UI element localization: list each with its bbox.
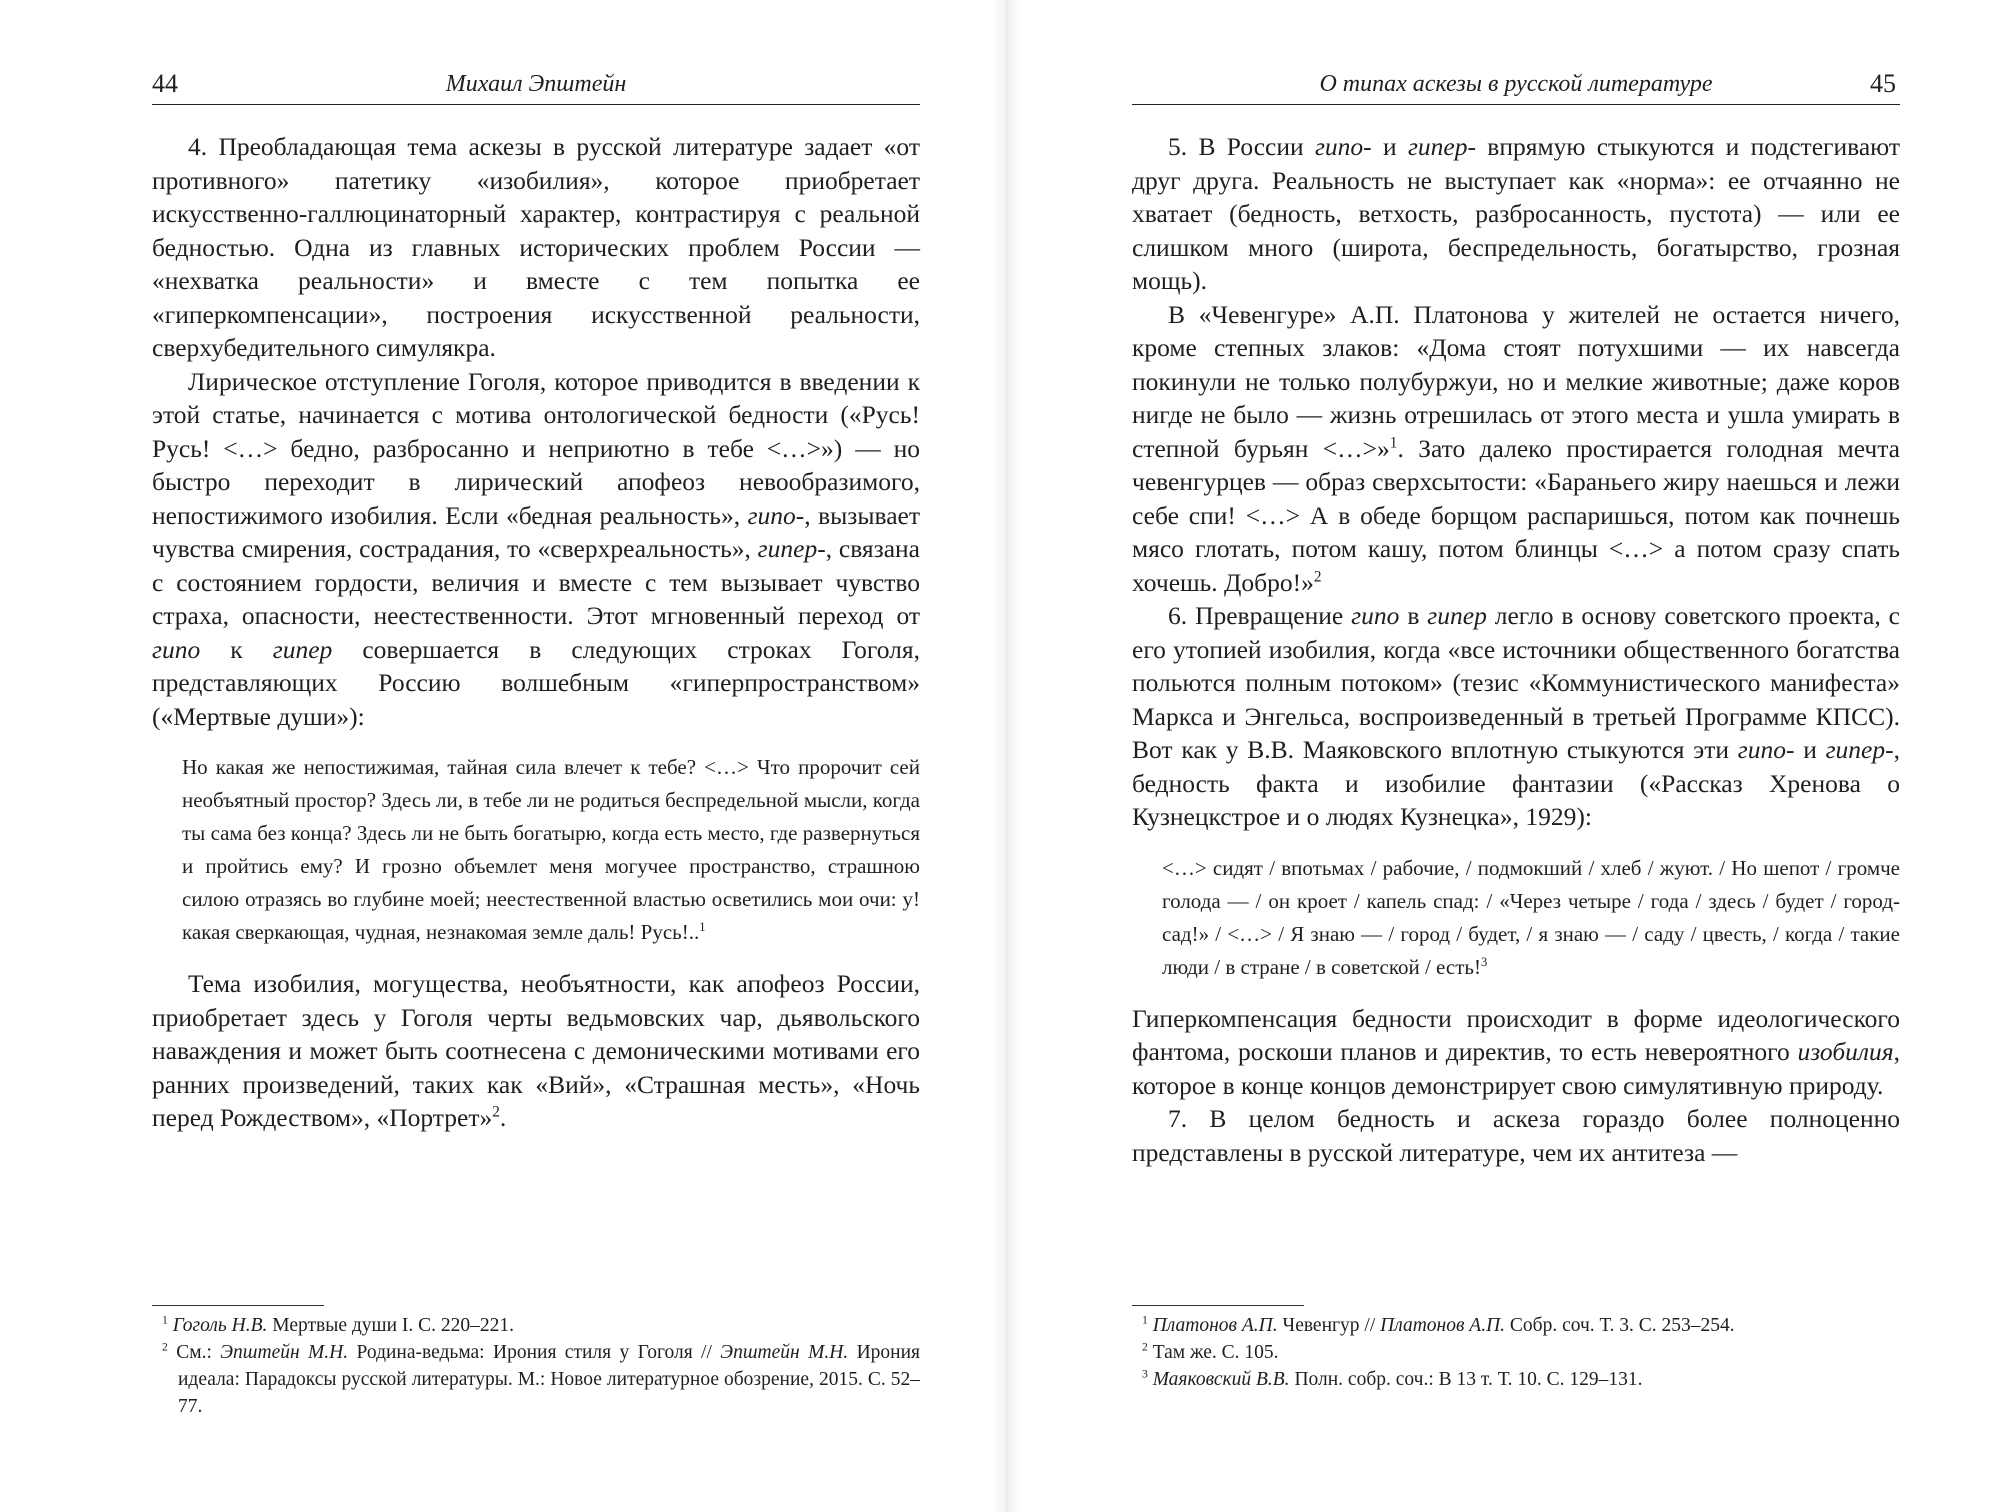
right-main-text — [1132, 130, 1900, 1169]
quote-text: <…> сидят / впотьмах / рабочие, / подмокший / хлеб / жуют. / Но шепот / громче голода — / он кроет / капель спад: / «Через четыре / года / здесь / будет / город-сад!» / <…> / Я знаю — / город / будет, / я знаю — / саду / цвесть, / когда / такие люди / в стране / в советской / есть!$^3$ — [1162, 855, 1900, 979]
right-footnotes — [1132, 1305, 1900, 1393]
footnote: $^1$ Гоголь Н.В. Мертвые души I. С. 220–221. — [162, 1313, 515, 1336]
paragraph: 4. Преобладающая тема аскезы в русской литературе задает «от противного» патетику «изобилия», которое приобретает искусственно-галлюцинаторный характер, контрастируя с реальной бедностью. Одна из главных исторических проблем России — «нехватка реальности» и вместе с тем попытка ее «гиперкомпенсации», построения искусственной реальности, сверхубедительного симулякра. — [152, 132, 920, 362]
left-page-number: 44 — [152, 69, 178, 98]
block-quote-mayakovsky — [1162, 852, 1900, 984]
footnote-rule — [1132, 1305, 1304, 1306]
book-gutter — [994, 0, 1020, 1512]
footnote: $^2$ Там же. С. 105. — [1142, 1340, 1279, 1363]
left-running-head — [152, 60, 920, 105]
footnote: $^3$ Маяковский В.В. Полн. собр. соч.: В 13 т. Т. 10. С. 129–131. — [1142, 1367, 1643, 1390]
footnote-rule — [152, 1305, 324, 1306]
paragraph: В «Чевенгуре» А.П. Платонова у жителей не остается ничего, кроме степных злаков: «Дома стоят потухшими — их навсегда покинули не только полубуржуи, но и мелкие животные; даже коров нигде не было — жизнь отрешилась от этого места и ушла умирать в степной бурьян <…>»$^1$. Зато далеко простирается голодная мечта чевенгурцев — образ сверхсытости: «Бараньего жиру наешься и лежи себе спи! <…> А в обеде борщом распаришься, потом как почнешь мясо глотать, потом кашу, потом блинцы <…> а потом сразу спать хочешь. Добро!»$^2$ — [1132, 299, 1900, 597]
right-running-title: О типах аскезы в русской литературе — [1319, 71, 1713, 97]
paragraph: Гиперкомпенсация бедности происходит в форме идеологического фантома, роскоши планов и директив, то есть невероятного изобилия, которое в конце концов демонстрирует свою симулятивную природу. — [1132, 1003, 1900, 1100]
paragraph: 7. В целом бедность и аскеза гораздо более полноценно представлены в русской литературе, чем их антитеза — — [1132, 1104, 1900, 1167]
left-running-title: Михаил Эпштейн — [445, 71, 627, 97]
paragraph: Лирическое отступление Гоголя, которое приводится в введении к этой статье, начинается с мотива онтологической бедности («Русь! Русь! <…> бедно, разбросанно и неприютно в тебе <…>») — но быстро переходит в лирический апофеоз невообразимого, непостижимого изобилия. Если «бедная реальность», гипо-, вызывает чувства смирения, сострадания, то «сверхреальность», гипер-, связана с состоянием гордости, величия и вместе с тем вызывает чувство страха, опасности, неестественности. Этот мгновенный переход от гипо к гипер совершается в следующих строках Гоголя, представляющих Россию волшебным «гиперпространством» («Мертвые души»): — [152, 366, 920, 731]
paragraph: Тема изобилия, могущества, необъятности, как апофеоз России, приобретает здесь у Гоголя черты ведьмовских чар, дьявольского наваждения и может быть соотнесена с демоническими мотивами его ранних произведений, таких как «Вий», «Страшная месть», «Ночь перед Рождеством», «Портрет»$^2$. — [152, 969, 920, 1132]
footnote: $^1$ Платонов А.П. Чевенгур // Платонов А.П. Собр. соч. Т. 3. С. 253–254. — [1142, 1313, 1735, 1336]
right-page-number: 45 — [1870, 69, 1896, 98]
paragraph: 6. Превращение гипо в гипер легло в основу советского проекта, с его утопией изобилия, когда «все источники общественного богатства польются полным потоком» (тезис «Коммунистического манифеста» Маркса и Энгельса, воспроизведенный в третьей Программе КПСС). Вот как у В.В. Маяковского вплотную стыкуются эти гипо- и гипер-, бедность факта и изобилие фантазии («Рассказ Хренова о Кузнецкстрое и о людях Кузнецка», 1929): — [1132, 601, 1901, 831]
left-page — [152, 0, 920, 1512]
right-page — [1132, 0, 1900, 1512]
paragraph: 5. В России гипо- и гипер- впрямую стыкуются и подстегивают друг друга. Реальность не выступает как «норма»: ее отчаянно не хватает (бедность, ветхость, разбросанность, пустота) — или ее слишком много (широта, беспредельность, богатырство, грозная мощь). — [1132, 132, 1901, 295]
block-quote-gogol — [182, 751, 920, 949]
right-running-head — [1132, 60, 1900, 105]
quote-text: Но какая же непостижимая, тайная сила влечет к тебе? <…> Что пророчит сей необъятный простор? Здесь ли, в тебе ли не родиться беспредельной мысли, когда ты сама без конца? Здесь ли не быть богатырю, когда есть место, где развернуться и пройтись ему? И грозно объемлет меня могучее пространство, страшною силою отразясь во глубине моей; неестественной властью осветились мои очи: у! какая сверкающая, чудная, незнакомая земле даль! Русь!..$^1$ — [182, 755, 920, 944]
footnote: $^2$ См.: Эпштейн М.Н. Родина-ведьма: Ирония стиля у Гоголя // Эпштейн М.Н. Ирония идеала: Парадоксы русской литературы. М.: Новое литературное обозрение, 2015. С. 52–77. — [162, 1340, 920, 1417]
left-footnotes — [152, 1305, 920, 1420]
left-main-text — [152, 130, 920, 1135]
